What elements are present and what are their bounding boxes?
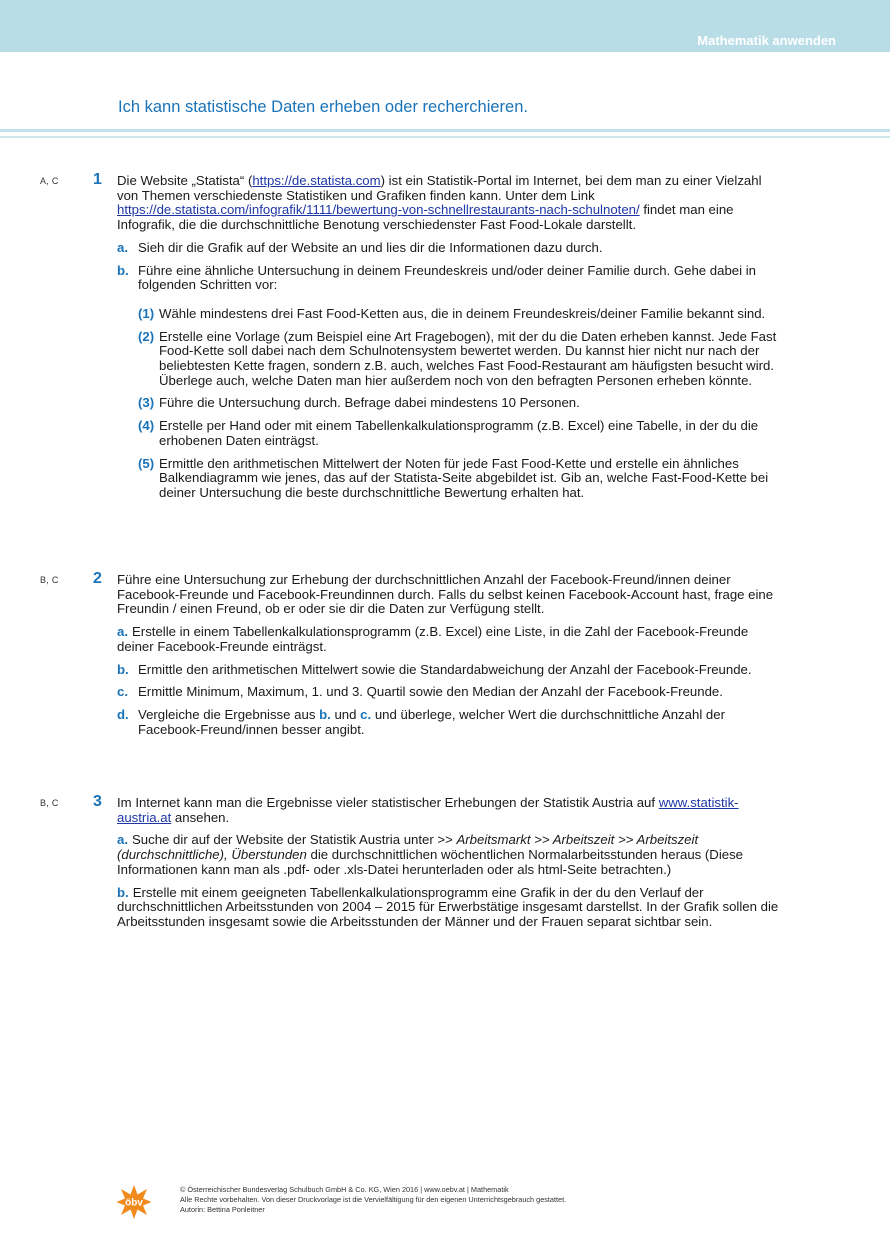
task-category: B, C [40, 575, 59, 585]
task-step: (5) Ermittle den arithmetischen Mittelwert der Noten für jede Fast Food-Kette und erstelle ein ähnliches Balkendiagramm wie jenes, das auf der Statista-Seite abgebildet ist. Gib an, welche Fast-Food-Kette bei deiner Untersuchung die beste durchschnittliche Bewertung erhalten hat. [138, 455, 769, 500]
svg-text:öbv: öbv [125, 1197, 143, 1209]
task-intro: Im Internet kann man die Ergebnisse vieler statistischer Erhebungen der Statistik Austria auf www.statistik-austria.at ansehen. [117, 795, 739, 825]
footer-rights: Alle Rechte vorbehalten. Von dieser Druckvorlage ist die Vervielfältigung für den eigenen Unterrichtsgebrauch gestattet. [180, 1195, 567, 1204]
footer-author: Autorin: Bettina Ponleitner [180, 1205, 265, 1214]
task-item: b. Erstelle mit einem geeigneten Tabellenkalkulationsprogramm eine Grafik in der du den Verlauf der durchschnittlichen Arbeitsstunden von 2004 – 2015 für Erwerbstätige insgesamt darstellst. In der Grafik sollen die Arbeitsstunden insgesamt sowie die Arbeitsstunden der Männer und der Frauen separat sichtbar sein. [117, 884, 779, 929]
task-number: 3 [93, 793, 102, 810]
task-step: (4) Erstelle per Hand oder mit einem Tabellenkalkulationsprogramm (z.B. Excel) eine Tabelle, in der du die erhobenen Daten einträgst. [138, 418, 759, 448]
footer-copyright: © Österreichischer Bundesverlag Schulbuch GmbH & Co. KG, Wien 2016 | www.oebv.at | Mathematik [180, 1185, 509, 1194]
task-item: a. Sieh dir die Grafik auf der Website an und lies dir die Informationen dazu durch. [117, 239, 603, 255]
task-item: c. Ermittle Minimum, Maximum, 1. und 3. Quartil sowie den Median der Anzahl der Facebook-Freunde. [117, 684, 723, 700]
header-band [0, 0, 890, 52]
task-step: (3) Führe die Untersuchung durch. Befrage dabei mindestens 10 Personen. [138, 395, 580, 411]
task-category: A, C [40, 176, 59, 186]
task-intro: Die Website „Statista“ (https://de.statista.com) ist ein Statistik-Portal im Internet, bei dem man zu einer Vielzahl von Themen verschiedenste Statistiken und Grafiken finden kann. Unter dem Link https://de.statista.com/infografik/1111/bewertung-von-schnellrestaurants-nach-schulnoten/ findet man eine Infografik, die die durchschnittliche Benotung verschiedenster Fast Food-Lokale darstellt. [117, 173, 762, 233]
divider [0, 136, 890, 138]
task-intro: Führe eine Untersuchung zur Erhebung der durchschnittlichen Anzahl der Facebook-Freund/innen deiner Facebook-Freunde und Facebook-Freundinnen durch. Falls du selbst keinen Facebook-Account hast, frage eine Freundin / einen Freund, ob er oder sie dir die Daten zur Verfügung stellt. [117, 572, 774, 617]
task-item: a. Suche dir auf der Website der Statistik Austria unter >> Arbeitsmarkt >> Arbeitszeit >> Arbeitszeit (durchschnittliche), Überstunden die durchschnittlichen wöchentlichen Normalarbeitsstunden heraus (Diese Informationen kann man als .pdf- oder .xls-Datei herunterladen oder als html-Seite betrachten.) [117, 832, 744, 877]
task-item: b. Ermittle den arithmetischen Mittelwert sowie die Standardabweichung der Anzahl der Facebook-Freunde. [117, 661, 752, 677]
page-title: Ich kann statistische Daten erheben oder recherchieren. [118, 98, 528, 116]
task-category: B, C [40, 798, 59, 808]
footer [180, 1185, 566, 1215]
task-step: (2) Erstelle eine Vorlage (zum Beispiel eine Art Fragebogen), mit der du die Daten erheben kannst. Jede Fast Food-Kette soll dabei nach dem Schulnotensystem bewertet werden. Du kannst hier nicht nur nach der beliebtesten Kette fragen, sondern z.B. auch, welches Fast Food-Restaurant am häufigsten besucht wird. Überlege auch, welche Daten man hier außerdem noch von den befragten Personen erheben könnte. [138, 328, 777, 388]
task-item: d. Vergleiche die Ergebnisse aus b. und c. und überlege, welcher Wert die durchschnittliche Anzahl der Facebook-Freund/innen besser angibt. [117, 706, 725, 737]
task-item: b. Führe eine ähnliche Untersuchung in deinem Freundeskreis und/oder deiner Familie durch. Gehe dabei in folgenden Schritten vor: [117, 262, 756, 293]
task-step: (1) Wähle mindestens drei Fast Food-Ketten aus, die in deinem Freundeskreis/deiner Familie bekannt sind. [138, 305, 766, 321]
statista-link[interactable]: https://de.statista.com [252, 173, 381, 188]
statistik-austria-link[interactable]: www.statistik-austria.at [117, 795, 739, 825]
section-label: Mathematik anwenden [697, 33, 836, 48]
oebv-logo-icon [116, 1184, 152, 1220]
infografik-link[interactable]: https://de.statista.com/infografik/1111/bewertung-von-schnellrestaurants-nach-schulnoten/ [117, 202, 640, 218]
divider [0, 129, 890, 132]
task-number: 1 [93, 171, 102, 188]
task-item: a. Erstelle in einem Tabellenkalkulationsprogramm (z.B. Excel) eine Liste, in die Zahl der Facebook-Freunde deiner Facebook-Freunde einträgst. [117, 624, 749, 654]
task-number: 2 [93, 570, 102, 587]
